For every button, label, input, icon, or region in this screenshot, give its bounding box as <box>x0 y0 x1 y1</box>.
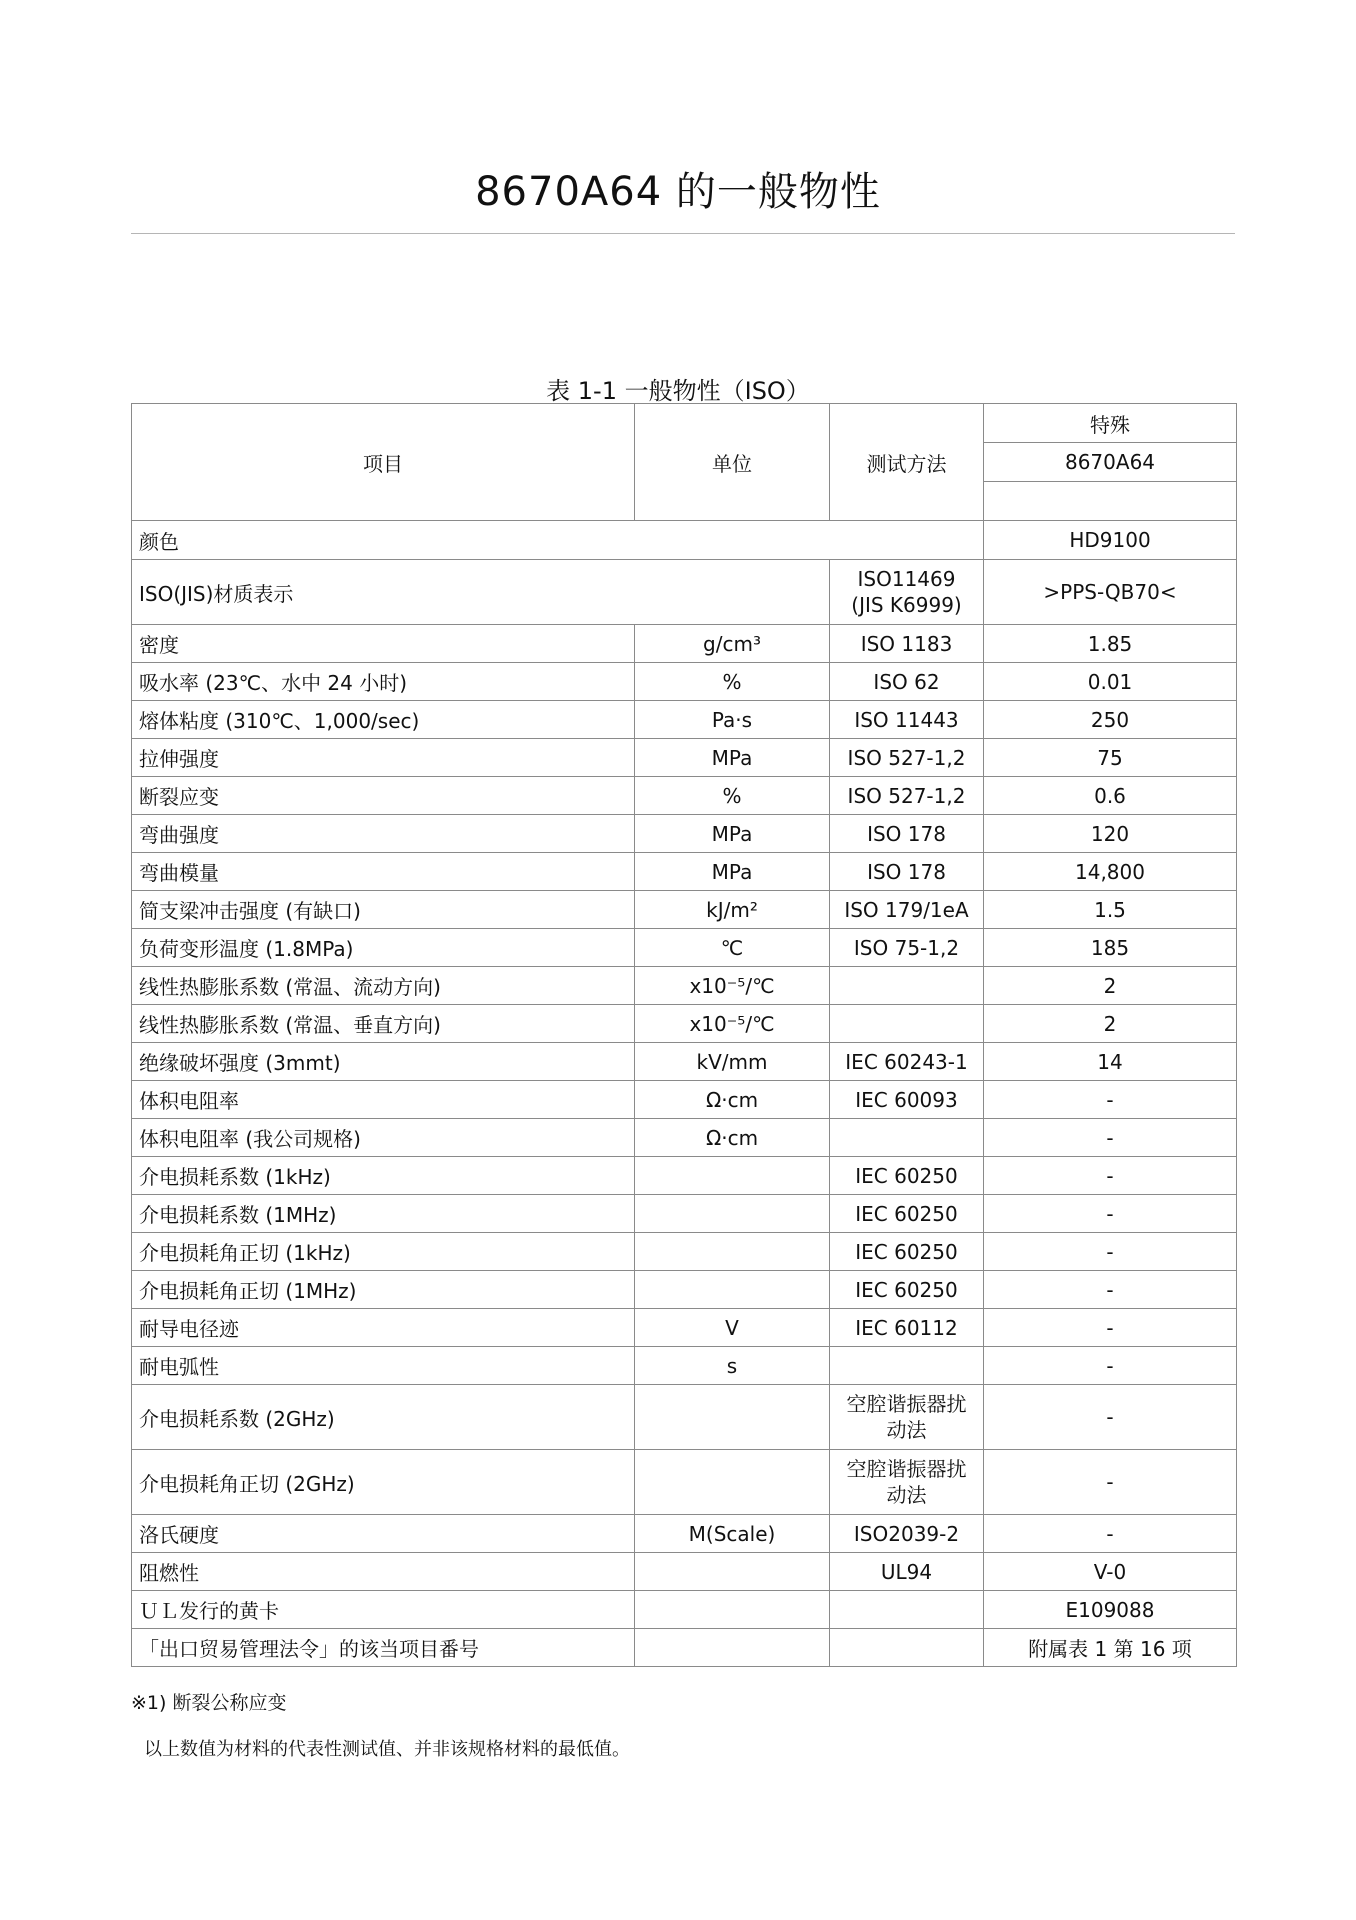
color-label: 颜色 <box>132 521 984 560</box>
property-method: IEC 60250 <box>830 1271 984 1309</box>
property-row <box>132 1005 1237 1043</box>
disclaimer-note: 以上数值为材料的代表性测试值、并非该规格材料的最低值。 <box>144 1739 630 1760</box>
property-method: ISO 75-1,2 <box>830 929 984 967</box>
property-value: 0.01 <box>984 663 1237 701</box>
property-row <box>132 1233 1237 1271</box>
property-row <box>132 1553 1237 1591</box>
property-method-line: 空腔谐振器扰 <box>846 1457 967 1481</box>
property-unit: ℃ <box>635 929 830 967</box>
property-unit <box>635 1629 830 1667</box>
property-row <box>132 967 1237 1005</box>
property-unit: kV/mm <box>635 1043 830 1081</box>
property-row <box>132 1450 1237 1515</box>
property-unit: Ω·cm <box>635 1081 830 1119</box>
property-row <box>132 815 1237 853</box>
property-method-line: 动法 <box>886 1418 927 1442</box>
property-unit: MPa <box>635 815 830 853</box>
material-label: ISO(JIS)材质表示 <box>132 560 830 625</box>
material-value: >PPS-QB70< <box>984 560 1237 625</box>
property-name: 线性热膨胀系数 (常温、垂直方向) <box>132 1005 635 1043</box>
property-row <box>132 1515 1237 1553</box>
property-value: - <box>984 1081 1237 1119</box>
property-unit <box>635 1233 830 1271</box>
property-method <box>830 1385 984 1450</box>
property-row <box>132 1309 1237 1347</box>
property-method-line: 空腔谐振器扰 <box>846 1392 967 1416</box>
property-name: 介电损耗系数 (1kHz) <box>132 1157 635 1195</box>
property-value: 0.6 <box>984 777 1237 815</box>
property-name: 断裂应变 <box>132 777 635 815</box>
property-unit: MPa <box>635 739 830 777</box>
property-method: IEC 60250 <box>830 1195 984 1233</box>
property-value: V-0 <box>984 1553 1237 1591</box>
property-value: 120 <box>984 815 1237 853</box>
header-unit: 单位 <box>635 404 830 521</box>
property-name: 介电损耗系数 (1MHz) <box>132 1195 635 1233</box>
property-value: - <box>984 1309 1237 1347</box>
property-method <box>830 1450 984 1515</box>
property-method: ISO 527-1,2 <box>830 739 984 777</box>
property-name: 介电损耗角正切 (1kHz) <box>132 1233 635 1271</box>
property-value: 附属表 1 第 16 项 <box>984 1629 1237 1667</box>
property-value: - <box>984 1450 1237 1515</box>
property-name: 体积电阻率 (我公司规格) <box>132 1119 635 1157</box>
property-unit: Ω·cm <box>635 1119 830 1157</box>
properties-table-body <box>132 404 1237 1667</box>
property-unit: x10⁻⁵/℃ <box>635 1005 830 1043</box>
material-method-line: ISO11469 <box>857 567 956 591</box>
property-value: - <box>984 1157 1237 1195</box>
property-row <box>132 663 1237 701</box>
property-value: - <box>984 1195 1237 1233</box>
property-name: 弯曲强度 <box>132 815 635 853</box>
property-unit: % <box>635 663 830 701</box>
property-name: 密度 <box>132 625 635 663</box>
property-name: 耐电弧性 <box>132 1347 635 1385</box>
property-method: IEC 60093 <box>830 1081 984 1119</box>
property-value: 14,800 <box>984 853 1237 891</box>
property-name: 简支梁冲击强度 (有缺口) <box>132 891 635 929</box>
property-name: 绝缘破坏强度 (3mmt) <box>132 1043 635 1081</box>
property-row <box>132 891 1237 929</box>
property-value: - <box>984 1271 1237 1309</box>
property-row <box>132 701 1237 739</box>
property-method: IEC 60250 <box>830 1233 984 1271</box>
property-name: 弯曲模量 <box>132 853 635 891</box>
property-name: 介电损耗系数 (2GHz) <box>132 1385 635 1450</box>
property-name: 线性热膨胀系数 (常温、流动方向) <box>132 967 635 1005</box>
header-grade-name: 8670A64 <box>984 443 1237 482</box>
property-name: 阻燃性 <box>132 1553 635 1591</box>
property-method: ISO2039-2 <box>830 1515 984 1553</box>
property-unit: kJ/m² <box>635 891 830 929</box>
property-value: 14 <box>984 1043 1237 1081</box>
property-row <box>132 853 1237 891</box>
header-grade-extra <box>984 482 1237 521</box>
property-row <box>132 1629 1237 1667</box>
property-name: 耐导电径迹 <box>132 1309 635 1347</box>
property-method <box>830 967 984 1005</box>
property-method: ISO 178 <box>830 815 984 853</box>
property-method: ISO 179/1eA <box>830 891 984 929</box>
property-value: - <box>984 1385 1237 1450</box>
property-unit: MPa <box>635 853 830 891</box>
property-value: 2 <box>984 1005 1237 1043</box>
property-unit: x10⁻⁵/℃ <box>635 967 830 1005</box>
property-name: 体积电阻率 <box>132 1081 635 1119</box>
property-method: IEC 60250 <box>830 1157 984 1195</box>
color-row <box>132 521 1237 560</box>
property-unit <box>635 1195 830 1233</box>
property-name: 洛氏硬度 <box>132 1515 635 1553</box>
property-name: 负荷变形温度 (1.8MPa) <box>132 929 635 967</box>
property-row <box>132 1119 1237 1157</box>
property-name: 介电损耗角正切 (1MHz) <box>132 1271 635 1309</box>
property-name: 拉伸强度 <box>132 739 635 777</box>
property-name: ＵＬ发行的黄卡 <box>132 1591 635 1629</box>
property-method <box>830 1005 984 1043</box>
material-row <box>132 560 1237 625</box>
table-caption: 表 1-1 一般物性（ISO） <box>546 377 810 405</box>
property-row <box>132 1385 1237 1450</box>
property-name: 熔体粘度 (310℃、1,000/sec) <box>132 701 635 739</box>
header-grade-class: 特殊 <box>984 404 1237 443</box>
property-value: 75 <box>984 739 1237 777</box>
property-method: IEC 60112 <box>830 1309 984 1347</box>
property-unit <box>635 1385 830 1450</box>
property-unit <box>635 1553 830 1591</box>
property-row <box>132 1157 1237 1195</box>
property-unit: g/cm³ <box>635 625 830 663</box>
property-method-line: 动法 <box>886 1483 927 1507</box>
material-method-line: (JIS K6999) <box>851 593 962 617</box>
property-method <box>830 1629 984 1667</box>
property-unit: Pa·s <box>635 701 830 739</box>
property-method: IEC 60243-1 <box>830 1043 984 1081</box>
property-unit: V <box>635 1309 830 1347</box>
property-row <box>132 739 1237 777</box>
property-method <box>830 1119 984 1157</box>
property-method: ISO 527-1,2 <box>830 777 984 815</box>
title-divider <box>131 233 1235 234</box>
property-method: ISO 1183 <box>830 625 984 663</box>
property-unit: % <box>635 777 830 815</box>
properties-table <box>131 403 1237 1667</box>
property-row <box>132 1271 1237 1309</box>
property-name: 「出口贸易管理法令」的该当项目番号 <box>132 1629 635 1667</box>
property-row <box>132 1081 1237 1119</box>
header-item: 项目 <box>132 404 635 521</box>
property-unit <box>635 1271 830 1309</box>
property-method <box>830 1347 984 1385</box>
property-value: - <box>984 1119 1237 1157</box>
property-value: 185 <box>984 929 1237 967</box>
property-name: 介电损耗角正切 (2GHz) <box>132 1450 635 1515</box>
property-unit: s <box>635 1347 830 1385</box>
property-row <box>132 929 1237 967</box>
property-value: 1.5 <box>984 891 1237 929</box>
property-value: - <box>984 1347 1237 1385</box>
property-unit: M(Scale) <box>635 1515 830 1553</box>
property-method: ISO 178 <box>830 853 984 891</box>
property-unit <box>635 1157 830 1195</box>
property-value: - <box>984 1515 1237 1553</box>
property-row <box>132 777 1237 815</box>
property-value: 1.85 <box>984 625 1237 663</box>
property-row <box>132 1347 1237 1385</box>
property-value: E109088 <box>984 1591 1237 1629</box>
property-method: ISO 62 <box>830 663 984 701</box>
page-title: 8670A64 的一般物性 <box>475 169 881 215</box>
property-row <box>132 625 1237 663</box>
property-method: UL94 <box>830 1553 984 1591</box>
property-unit <box>635 1591 830 1629</box>
property-row <box>132 1591 1237 1629</box>
property-unit <box>635 1450 830 1515</box>
header-method: 测试方法 <box>830 404 984 521</box>
color-value: HD9100 <box>984 521 1237 560</box>
property-value: - <box>984 1233 1237 1271</box>
property-row <box>132 1043 1237 1081</box>
property-method: ISO 11443 <box>830 701 984 739</box>
footnote: ※1) 断裂公称应变 <box>131 1692 287 1714</box>
property-name: 吸水率 (23℃、水中 24 小时) <box>132 663 635 701</box>
header-row <box>132 404 1237 443</box>
property-value: 2 <box>984 967 1237 1005</box>
property-value: 250 <box>984 701 1237 739</box>
property-row <box>132 1195 1237 1233</box>
property-method <box>830 1591 984 1629</box>
material-method <box>830 560 984 625</box>
